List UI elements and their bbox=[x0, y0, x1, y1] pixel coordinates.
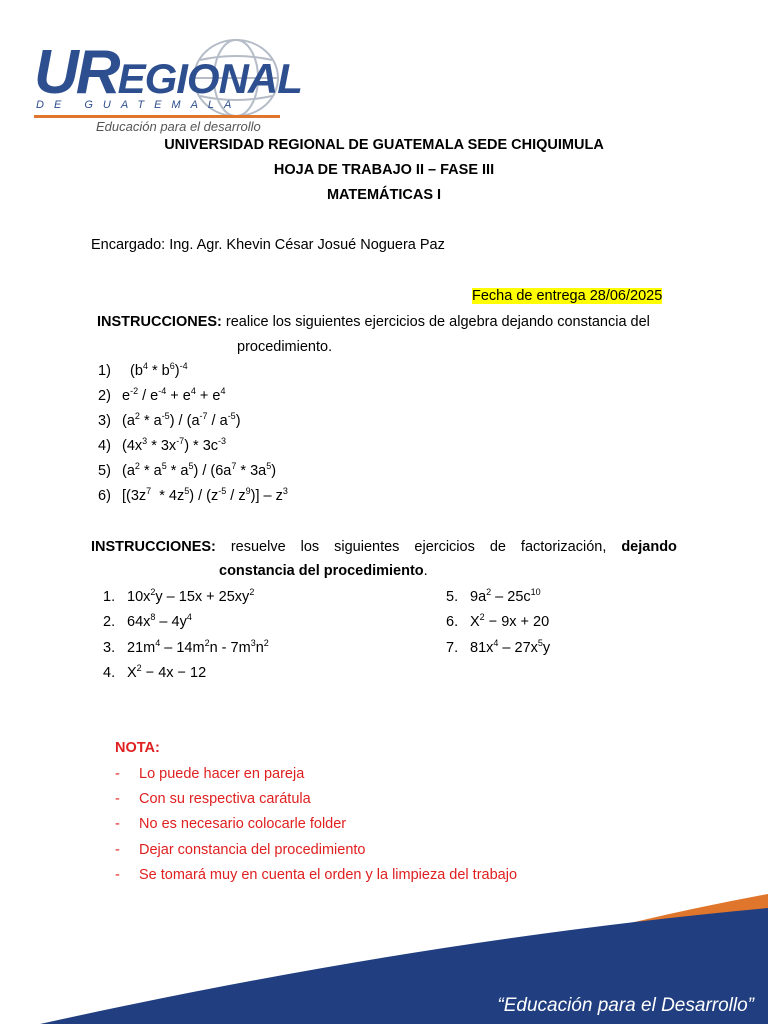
nota-item: - Dejar constancia del procedimiento bbox=[115, 842, 366, 858]
logo-wordmark: UREGIONAL bbox=[34, 38, 302, 107]
exercise-1: 1) $(b^4 * b^6)^{-4}$ bbox=[98, 361, 188, 379]
instructions-2-label: INSTRUCCIONES: bbox=[91, 539, 216, 555]
exercise-3: 3) $(a^2 * a^{-5}) / (a^{-7} / a^{-5})$ bbox=[98, 411, 241, 429]
factor-7: 7. $81x^4 - 27x^5y$ bbox=[446, 638, 551, 656]
exercise-2: 2) $e^{-2} / e^{-4} + e^4 + e^4$ bbox=[98, 386, 226, 404]
nota-item: - Se tomará muy en cuenta el orden y la limpieza del trabajo bbox=[115, 867, 518, 883]
factor-6: 6. $X^2 - 9x + 20$ bbox=[446, 612, 550, 630]
factor-5: 5. $9a^2 - 25c^{10}$ bbox=[446, 587, 541, 605]
nota-item: - Lo puede hacer en pareja bbox=[115, 766, 305, 782]
instructions-1-label: INSTRUCCIONES: bbox=[97, 314, 222, 330]
logo-slogan: Educación para el desarrollo bbox=[96, 119, 261, 134]
nota-item: - No es necesario colocarle folder bbox=[115, 816, 347, 832]
logo-divider bbox=[34, 115, 280, 118]
factor-4: 4. $X^2 - 4x - 12$ bbox=[103, 663, 207, 681]
instructions-1-text-2: procedimiento. bbox=[237, 339, 333, 355]
exercise-6: 6) $[(3z^7 * 4z^5) / (z^{-5} / z^9)] - z^3$ bbox=[98, 486, 288, 504]
course-title: MATEMÁTICAS I bbox=[326, 187, 442, 203]
nota-item: - Con su respectiva carátula bbox=[115, 791, 311, 807]
instructions-1 bbox=[97, 314, 650, 330]
footer-slogan: “Educación para el Desarrollo” bbox=[497, 995, 754, 1016]
logo-subtitle: DE GUATEMALA bbox=[36, 99, 242, 111]
instructions-2-text-2: constancia del procedimiento. bbox=[219, 563, 428, 579]
factor-2: 2. $64x^8 - 4y^4$ bbox=[103, 612, 192, 630]
instructions-1-text: realice los siguientes ejercicios de algebra dejando constancia del bbox=[221, 314, 650, 330]
sheet-title: HOJA DE TRABAJO II – FASE III bbox=[273, 162, 495, 178]
instructor-line: Encargado: Ing. Agr. Khevin César Josué Noguera Paz bbox=[91, 237, 445, 253]
university-title: UNIVERSIDAD REGIONAL DE GUATEMALA SEDE CHIQUIMULA bbox=[164, 137, 604, 153]
exercise-5: 5) $(a^2 * a^5 * a^5) / (6a^7 * 3a^5)$ bbox=[98, 461, 277, 479]
factor-1: 1. $10x^2y - 15x + 25xy^2$ bbox=[103, 587, 255, 605]
factor-3: 3. $21m^4 - 14m^2n - 7m^3n^2$ bbox=[103, 638, 269, 656]
instructions-2: INSTRUCCIONES: resuelve los siguientes ejercicios de factorización, dejando bbox=[91, 539, 677, 555]
due-date: Fecha de entrega 28/06/2025 bbox=[472, 288, 663, 304]
exercise-4: 4) $(4x^3 * 3x^{-7}) * 3c^{-3}$ bbox=[98, 436, 227, 454]
nota-title: NOTA: bbox=[115, 740, 160, 756]
